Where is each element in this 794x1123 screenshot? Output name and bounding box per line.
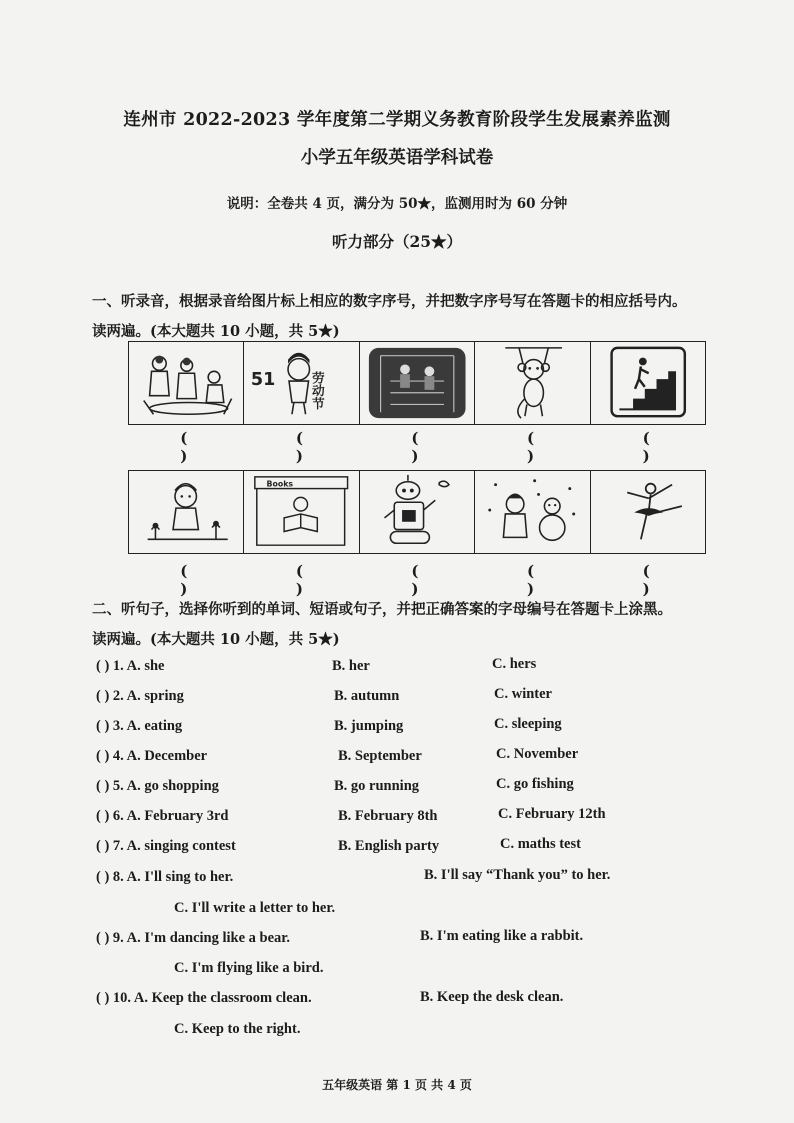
question-4: ( ) 4. A. December — [96, 748, 208, 764]
option-b: B. February 8th — [338, 808, 438, 824]
picture-5 — [591, 342, 705, 424]
ballet-dancer-icon — [591, 471, 705, 553]
option-b: B. autumn — [334, 688, 400, 704]
option-b: B. I'm eating like a rabbit. — [420, 928, 584, 944]
answer-bracket[interactable]: ( ) — [411, 429, 453, 465]
picture-strip-1 — [128, 341, 706, 425]
banner-label: Books — [266, 479, 294, 489]
picture-3 — [360, 342, 475, 424]
option-c: C. November — [496, 746, 579, 762]
question-1: ( ) 1. A. she — [96, 658, 165, 674]
option-c: C. Keep to the right. — [174, 1021, 301, 1037]
may-first-label: 51 — [251, 369, 276, 390]
monkey-icon — [475, 342, 589, 424]
question-6: ( ) 6. A. February 3rd — [96, 808, 229, 824]
option-c: C. maths test — [500, 836, 581, 852]
section2-note: 读两遍。(本大题共 10 小题，共 5★) — [92, 631, 340, 648]
option-b: B. I'll say “Thank you” to her. — [424, 867, 611, 883]
gym-hall-icon — [360, 342, 474, 424]
question-7: ( ) 7. A. singing contest — [96, 838, 236, 854]
robot-icon — [360, 471, 474, 553]
answer-bracket[interactable]: ( ) — [642, 562, 684, 598]
question-10: ( ) 10. A. Keep the classroom clean. — [96, 990, 312, 1006]
option-b: B. Keep the desk clean. — [420, 989, 564, 1005]
stairs-sign-icon — [591, 342, 705, 424]
answer-bracket[interactable]: ( ) — [411, 562, 453, 598]
reading-boy-banner-icon — [244, 471, 358, 553]
option-b: B. go running — [334, 778, 420, 794]
section1-note: 读两遍。(本大题共 10 小题，共 5★) — [92, 323, 340, 340]
answer-bracket[interactable]: ( ) — [527, 562, 569, 598]
answer-bracket[interactable]: ( ) — [180, 429, 222, 465]
option-b: B. jumping — [334, 718, 404, 734]
bracket-row-1 — [128, 429, 706, 465]
question-5: ( ) 5. A. go shopping — [96, 778, 219, 794]
option-b: B. September — [338, 748, 422, 764]
option-c: C. sleeping — [494, 716, 562, 732]
question-2: ( ) 2. A. spring — [96, 688, 184, 704]
question-8: ( ) 8. A. I'll sing to her. — [96, 869, 234, 885]
option-c: C. winter — [494, 686, 552, 702]
answer-bracket[interactable]: ( ) — [295, 429, 337, 465]
option-b: B. her — [332, 658, 370, 674]
question-3: ( ) 3. A. eating — [96, 718, 183, 734]
option-c: C. hers — [492, 656, 537, 672]
picture-8 — [360, 471, 475, 553]
family-picnic-icon — [129, 342, 243, 424]
option-c: C. February 12th — [498, 806, 606, 822]
exam-subtitle: 小学五年级英语学科试卷 — [300, 148, 494, 168]
exam-note: 说明：全卷共 4 页，满分为 50★，监测用时为 60 分钟 — [226, 196, 568, 212]
page-footer: 五年级英语 第 1 页 共 4 页 — [322, 1078, 472, 1092]
answer-bracket[interactable]: ( ) — [180, 562, 222, 598]
answer-bracket[interactable]: ( ) — [642, 429, 684, 465]
option-c: C. I'm flying like a bird. — [174, 960, 324, 976]
labour-day-boy-icon — [244, 342, 358, 424]
labour-day-label: 劳动节 — [310, 371, 326, 410]
exam-title: 连州市 2022-2023 学年度第二学期义务教育阶段学生发展素养监测 — [123, 110, 671, 130]
bracket-row-2 — [128, 562, 706, 598]
picture-7 — [244, 471, 359, 553]
question-9: ( ) 9. A. I'm dancing like a bear. — [96, 930, 291, 946]
option-b: B. English party — [338, 838, 440, 854]
option-c: C. I'll write a letter to her. — [174, 900, 336, 916]
answer-bracket[interactable]: ( ) — [527, 429, 569, 465]
picture-10 — [591, 471, 705, 553]
snow-kids-icon — [475, 471, 589, 553]
answer-bracket[interactable]: ( ) — [295, 562, 337, 598]
picture-4 — [475, 342, 590, 424]
picture-2 — [244, 342, 359, 424]
part-heading: 听力部分（25★） — [331, 232, 463, 251]
picture-6 — [129, 471, 244, 553]
girl-planting-icon — [129, 471, 243, 553]
picture-9 — [475, 471, 590, 553]
section1-instruction: 一、听录音，根据录音给图片标上相应的数字序号，并把数字序号写在答题卡的相应括号内。 — [92, 293, 687, 310]
picture-1 — [129, 342, 244, 424]
option-c: C. go fishing — [496, 776, 574, 792]
picture-strip-2 — [128, 470, 706, 554]
section2-instruction: 二、听句子，选择你听到的单词、短语或句子，并把正确答案的字母编号在答题卡上涂黑。 — [92, 601, 672, 618]
